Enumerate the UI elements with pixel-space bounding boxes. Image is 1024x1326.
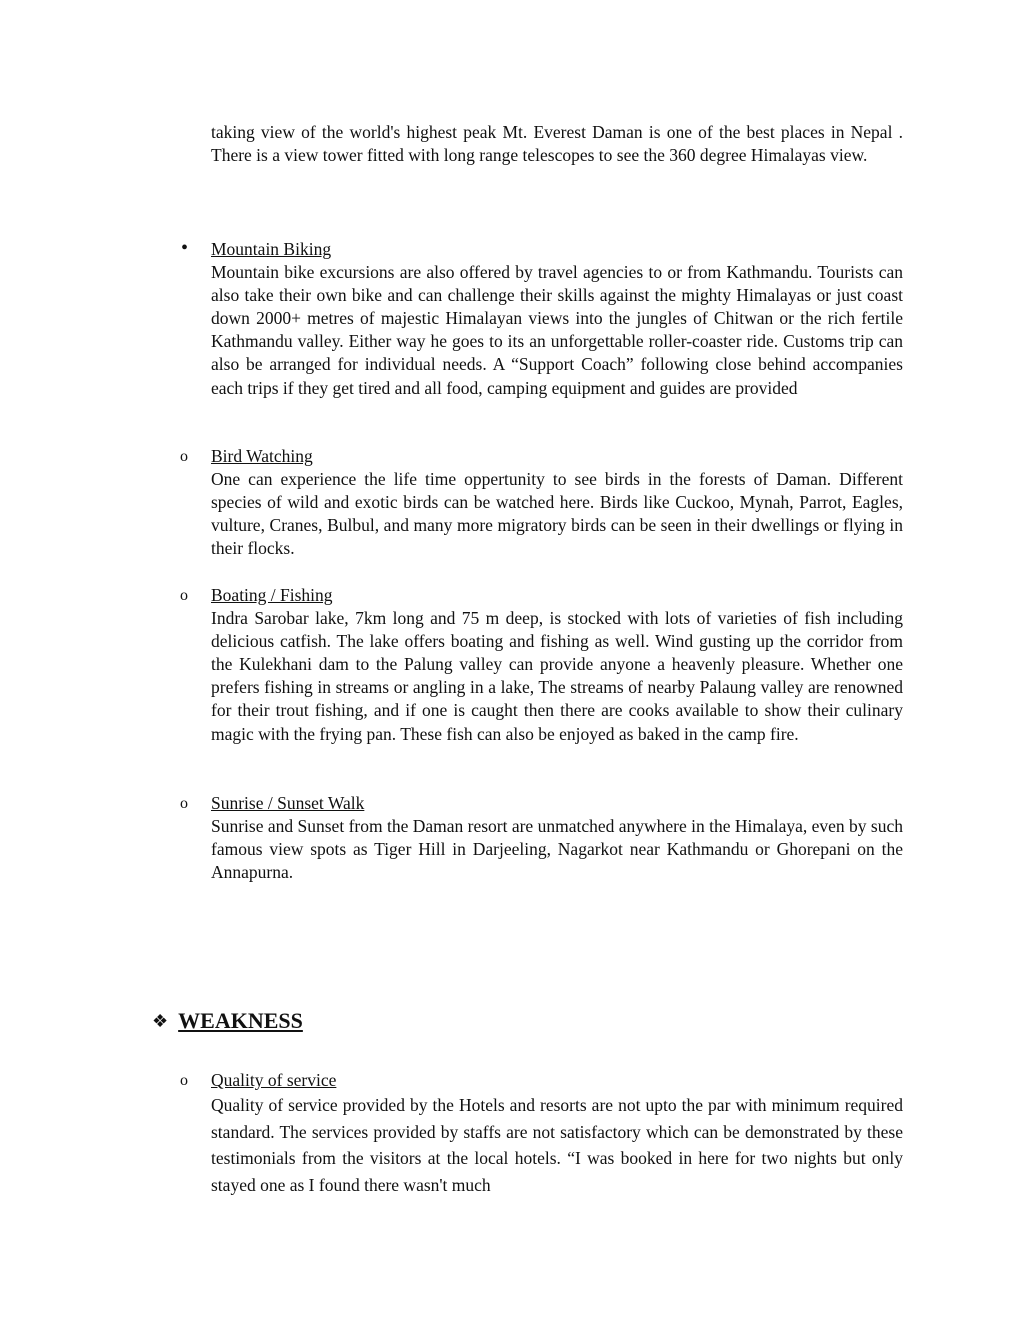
item-bird-watching: [211, 445, 903, 560]
bullet-circle: o: [180, 795, 188, 812]
item-heading: Boating / Fishing: [211, 585, 333, 605]
item-paragraph: Indra Sarobar lake, 7km long and 75 m deep, is stocked with lots of varieties of fish including delicious catfish. The lake offers boating and fishing as well. Wind gusting up the corridor from the Kulekhani dam to the Palung valley can provide anyone a heavenly pleasure. Whether one prefers fishing in streams or angling in a lake, The streams of nearby Palaung valley are renowned for their trout fishing, and if one is caught then there are cooks available to show their culinary magic with the frying pan. These fish can also be enjoyed as baked in the camp fire.: [211, 608, 903, 744]
item-heading: Bird Watching: [211, 446, 313, 466]
intro-paragraph-block: [211, 121, 903, 167]
item-paragraph: Sunrise and Sunset from the Daman resort are unmatched anywhere in the Himalaya, even by such famous view spots as Tiger Hill in Darjeeling, Nagarkot near Kathmandu or Ghorepani on the Annapurna.: [211, 816, 904, 883]
item-paragraph: Quality of service provided by the Hotels and resorts are not upto the par with minimum required standard. The services provided by staffs are not satisfactory which can be demonstrated by these testimonials from the visitors at the local hotels. “I was booked in here for two nights but only stayed one as I found there wasn't much: [211, 1095, 903, 1195]
item-heading: Quality of service: [211, 1070, 337, 1090]
diamond-bullet-icon: ❖: [152, 1011, 169, 1031]
bullet-circle: o: [180, 1072, 188, 1089]
item-boating-fishing: [211, 584, 903, 746]
intro-paragraph: taking view of the world's highest peak Mt. Everest Daman is one of the best places in Nepal . There is a view tower fitted with long range telescopes to see the 360 degree Himalayas view.: [211, 122, 903, 166]
item-heading: Mountain Biking: [211, 239, 332, 259]
item-quality-of-service: [211, 1069, 903, 1198]
item-paragraph: One can experience the life time oppertunity to see birds in the forests of Daman. Different species of wild and exotic birds can be watched here. Birds like Cuckoo, Mynah, Parrot, Eagles, vulture, Cranes, Bulbul, and many more migratory birds can be seen in their dwellings or flying in their flocks.: [211, 469, 903, 559]
bullet-circle: o: [180, 448, 188, 465]
section-title: WEAKNESS: [178, 1008, 303, 1033]
bullet-circle: o: [180, 587, 188, 604]
bullet-disc: •: [181, 237, 189, 259]
item-sunrise-sunset-walk: [211, 792, 903, 884]
item-paragraph: Mountain bike excursions are also offered by travel agencies to or from Kathmandu. Tourists can also take their own bike and can challenge their skills against the mighty Himalayas or just coast down 2000+ metres of majestic Himalayan views into the jungles of Chitwan or the rich fertile Kathmandu valley. Either way he goes to its an unforgettable roller-coaster ride. Customs trip can also be arranged for individual needs. A “Support Coach” following close behind accompanies each trips if they get tired and all food, camping equipment and guides are provided: [211, 262, 903, 398]
item-mountain-biking: [211, 238, 903, 400]
item-heading: Sunrise / Sunset Walk: [211, 793, 365, 813]
section-heading-weakness: [152, 1007, 303, 1035]
